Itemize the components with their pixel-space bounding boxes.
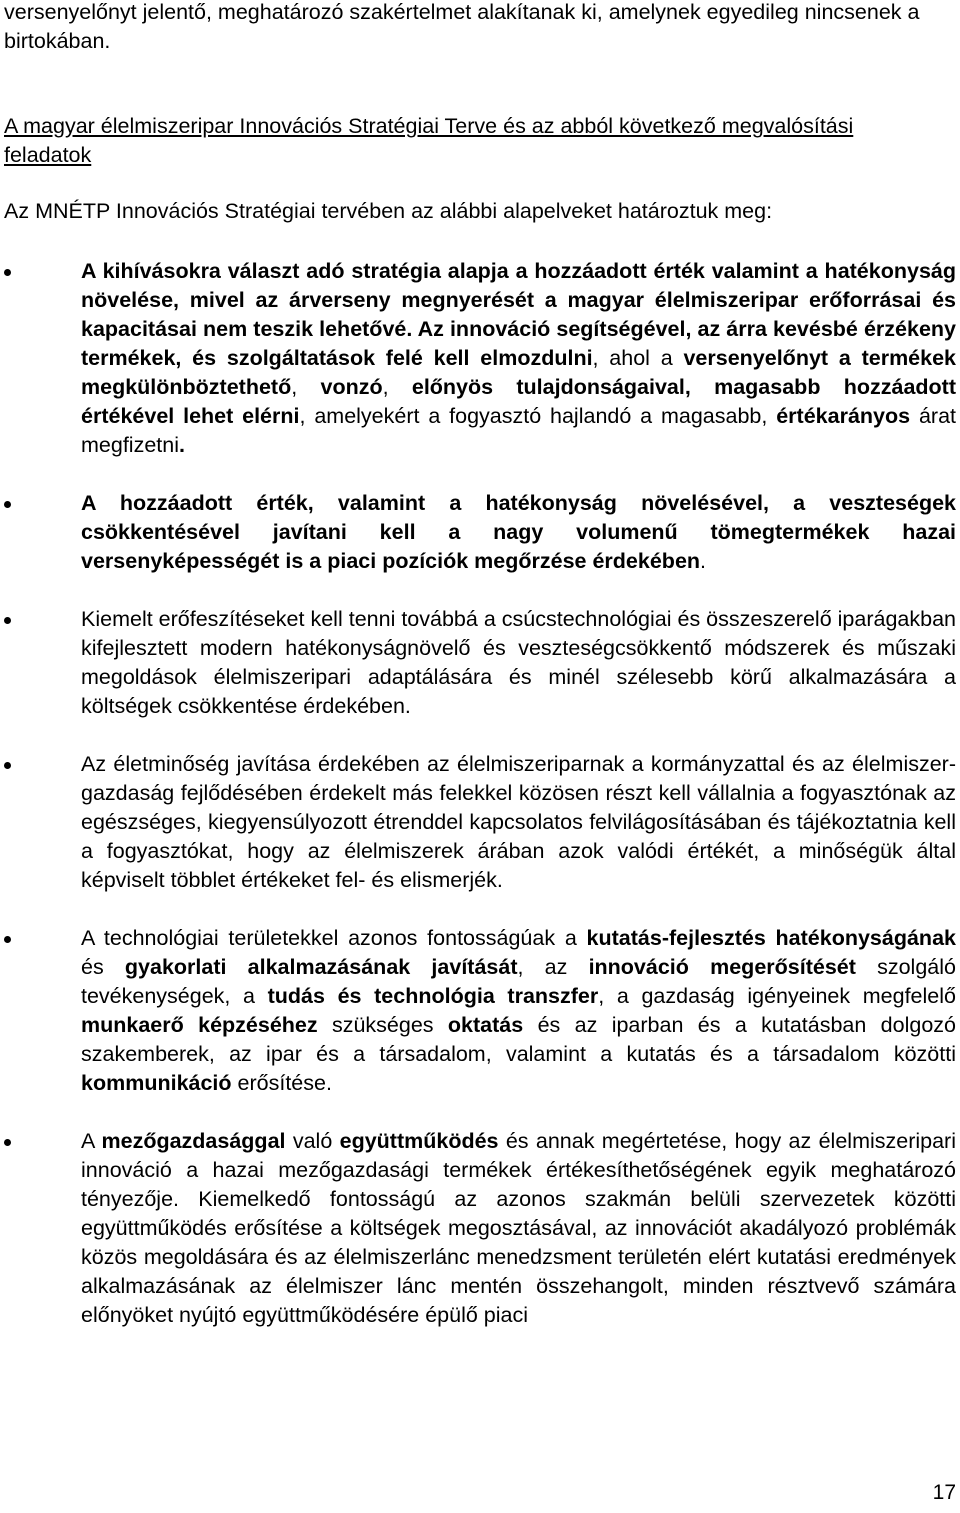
bold-text: értékarányos [776, 404, 911, 428]
text-run: A [81, 1129, 102, 1153]
list-item [0, 489, 960, 576]
text-run: erősítése. [231, 1071, 332, 1095]
bold-text: munkaerő képzéséhez [81, 1013, 318, 1037]
text-run: , az [517, 955, 589, 979]
text-run: , amelyekért a fogyasztó hajlandó a magasabb, [299, 404, 777, 428]
bullet-dot-icon [4, 1139, 11, 1146]
list-item [0, 750, 960, 895]
bold-text: tudás és technológia transzfer [267, 984, 599, 1008]
text-run: és az iparban és a kutatásban dolgozó szakemberek, az ipar és a társadalom, valamint a kutatás és a társadalom közötti [81, 1013, 956, 1066]
list-item [0, 924, 960, 1098]
text-run: szükséges [317, 1013, 448, 1037]
bullet-dot-icon [4, 936, 11, 943]
bold-text: kutatás-fejlesztés hatékonyságának [586, 926, 956, 950]
bold-text: A kihívásokra választ adó stratégia alapja a hozzáadott érték valamint a hatékonyság növelése, mivel az árverseny megnyerését a magyar élelmiszeripar erőforrásai és kapacitásai nem teszik lehetővé. Az innováció segítségével, az árra kevésbé érzékeny termékek, és szolgáltatások felé kell elmozdulni [81, 259, 956, 370]
bullet-dot-icon [4, 501, 11, 508]
text-run: és annak megértetése, hogy az élelmiszeripari innováció a hazai mezőgazdasági termékek értékesíthetőségének egyik meghatározó tényezője. Kiemelkedő fontosságú az azonos szakmán belüli szervezetek közötti együttműködés erősítése a költségek megosztásával, az innovációt akadályozó problémák közös megoldására és az élelmiszerlánc menedzsment területén elért kutatási eredmények alkalmazásának az élelmiszer lánc mentén összehangolt, minden résztvevő számára előnyöket nyújtó együttműködésére épülő piaci [81, 1129, 956, 1327]
text-run: , a gazdaság igényeinek megfelelő [598, 984, 956, 1008]
bold-text: együttműködés [339, 1129, 499, 1153]
bold-text: . [179, 433, 185, 457]
section-heading: A magyar élelmiszeripar Innovációs Stratégiai Terve és az abból következő megvalósítási feladatok [4, 114, 854, 167]
text-run: . [700, 549, 707, 573]
bold-text: vonzó [320, 375, 383, 399]
text-run: szolgáló tevékenységek, a [81, 955, 956, 1008]
bold-text: előnyös tulajdonságaival, magasabb hozzáadott értékével lehet elérni [81, 375, 956, 428]
list-item [0, 605, 960, 721]
bold-text: mezőgazdasággal [101, 1129, 286, 1153]
bold-text: kommunikáció [81, 1071, 232, 1095]
text-run: , ahol a [592, 346, 684, 370]
bold-text: gyakorlati alkalmazásának javítását [124, 955, 518, 979]
bold-text: innováció megerősítését [588, 955, 856, 979]
text-run: , [382, 375, 412, 399]
principles-list [0, 257, 960, 1359]
text-run: árat megfizetni [81, 404, 956, 457]
list-item [0, 257, 960, 460]
bold-text: versenyelőnyt a termékek megkülönböztethető [81, 346, 957, 399]
bullet-dot-icon [4, 617, 11, 624]
text-run: való [285, 1129, 340, 1153]
text-run: Kiemelt erőfeszítéseket kell tenni továbbá a csúcstechnológiai és összeszerelő iparágakban kifejlesztett modern hatékonyságnövelő és veszteségcsökkentő módszerek és műszaki megoldások élelmiszeripari adaptálására és minél szélesebb körű alkalmazására a költségek csökkentése érdekében. [81, 607, 956, 718]
bullet-dot-icon [4, 762, 11, 769]
bullet-dot-icon [4, 269, 11, 276]
list-item [0, 1127, 960, 1330]
text-run: és [81, 955, 125, 979]
text-run: , [291, 375, 321, 399]
intro-paragraph: versenyelőnyt jelentő, meghatározó szakértelmet alakítanak ki, amelynek egyedileg nincsenek a birtokában. [4, 0, 920, 53]
bold-text: oktatás [447, 1013, 524, 1037]
lead-paragraph: Az MNÉTP Innovációs Stratégiai tervében az alábbi alapelveket határoztuk meg: [4, 199, 773, 223]
text-run: A technológiai területekkel azonos fontosságúak a [81, 926, 587, 950]
bold-text: A hozzáadott érték, valamint a hatékonyság növelésével, a veszteségek csökkentésével javítani kell a nagy volumenű tömegtermékek hazai versenyképességét is a piaci pozíciók megőrzése érdekében [81, 491, 956, 573]
page-number: 17 [932, 1481, 956, 1504]
text-run: Az életminőség javítása érdekében az élelmiszeriparnak a kormányzattal és az élelmiszer-gazdaság fejlődésében érdekelt más felekkel közösen részt kell vállalnia a fogyasztónak az egészséges, kiegyensúlyozott étrenddel kapcsolatos felvilágosításában és tájékoztatnia kell a fogyasztókat, hogy az élelmiszerek árában azok valódi értékét, a minőségük által képviselt többlet értékeket fel- és elismerjék. [81, 752, 956, 892]
